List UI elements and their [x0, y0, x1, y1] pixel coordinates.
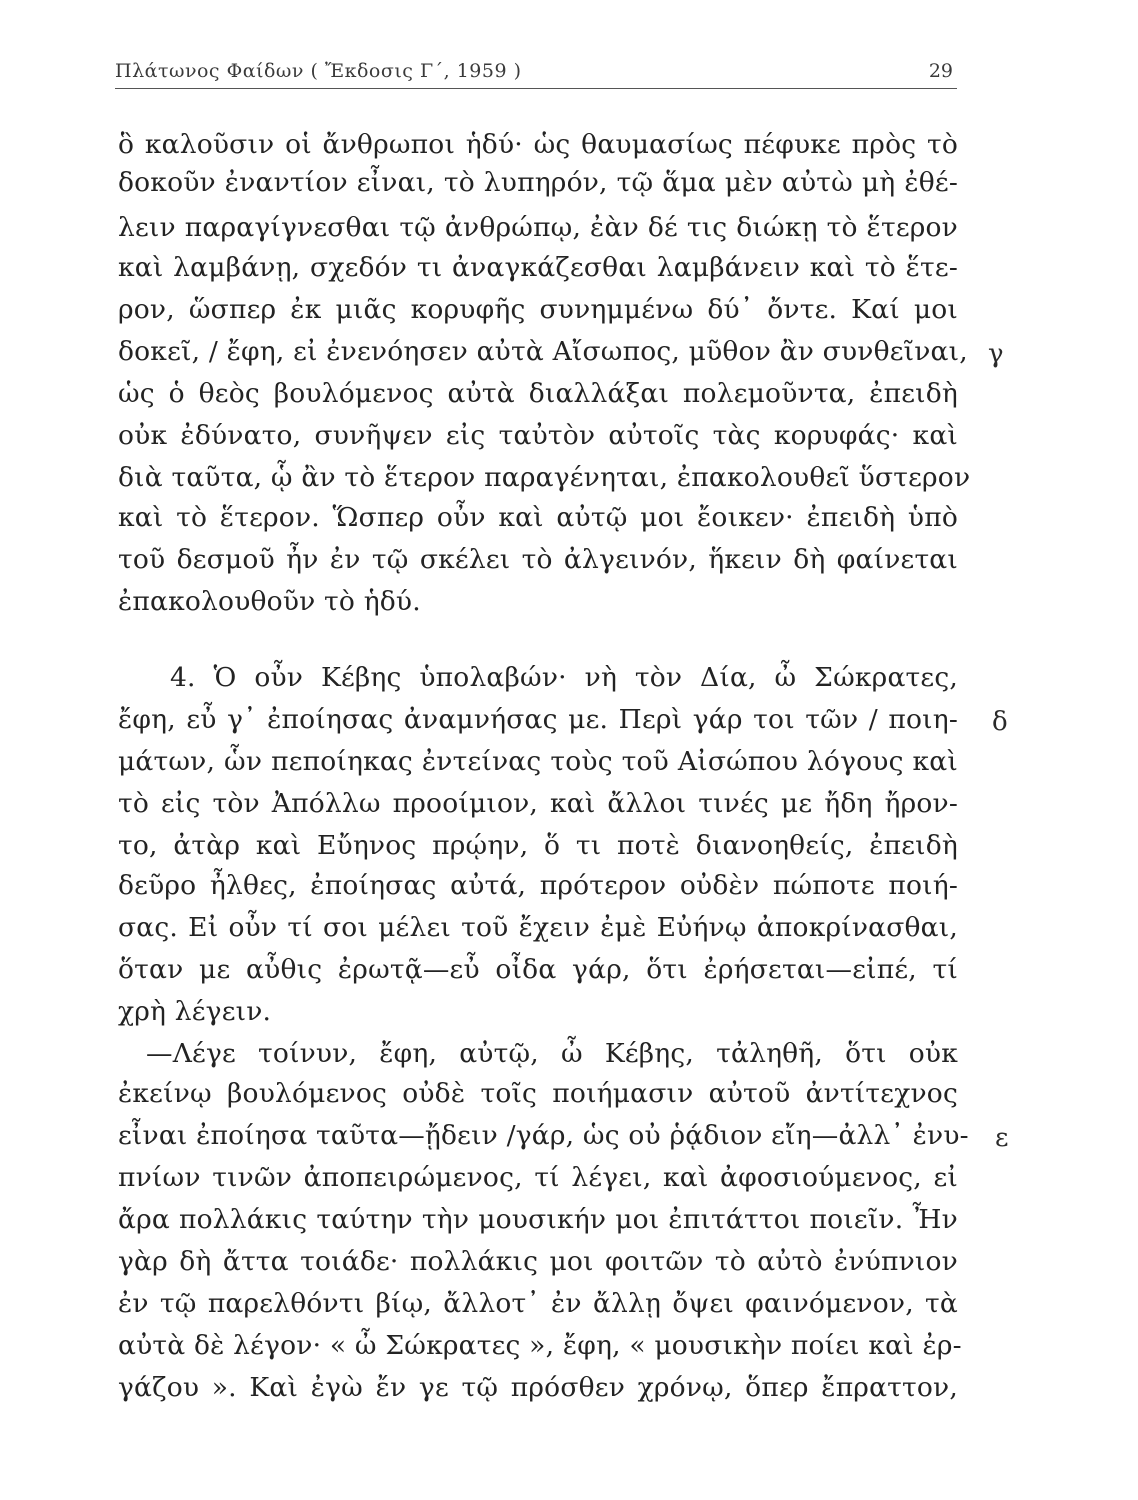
text-line: τοῦ δεσμοῦ ἦν ἐν τῷ σκέλει τὸ ἀλγεινόν, ἥκειν δὴ φαίνεται: [118, 544, 958, 575]
section-4-first-line: 4. Ὁ οὖν Κέβης ὑπολαβών· νὴ τὸν Δία, ὦ Σώκρατες,: [170, 662, 958, 693]
text-line: ρον, ὥσπερ ἐκ μιᾶς κορυφῆς συνημμένω δύ᾽ ὄντε. Καί μοι: [118, 294, 958, 325]
margin-note-gamma: γ: [988, 339, 1004, 369]
text-line: ἄρα πολλάκις ταύτην τὴν μουσικήν μοι ἐπιτάττοι ποιεῖν. Ἦν: [118, 1204, 958, 1235]
text-line: μάτων, ὧν πεποίηκας ἐντείνας τοὺς τοῦ Αἰσώπου λόγους καὶ: [118, 746, 958, 777]
margin-note-epsilon: ε: [995, 1123, 1009, 1153]
text-line: ἐκείνῳ βουλόμενος οὐδὲ τοῖς ποιήμασιν αὐτοῦ ἀντίτεχνος: [118, 1078, 958, 1109]
text-line: οὐκ ἐδύνατο, συνῆψεν εἰς ταὐτὸν αὐτοῖς τὰς κορυφάς· καὶ: [118, 420, 958, 451]
text-line: ἐπακολουθοῦν τὸ ἡδύ.: [118, 586, 421, 617]
text-line: γὰρ δὴ ἄττα τοιάδε· πολλάκις μοι φοιτῶν τὸ αὐτὸ ἐνύπνιον: [118, 1246, 958, 1277]
text-line: χρὴ λέγειν.: [118, 996, 272, 1027]
text-line: δεῦρο ἦλθες, ἐποίησας αὐτά, πρότερον οὐδὲν πώποτε ποιή-: [118, 870, 958, 901]
text-line: ἐν τῷ παρελθόντι βίῳ, ἄλλοτ᾽ ἐν ἄλλῃ ὄψει φαινόμενον, τὰ: [118, 1288, 958, 1319]
margin-note-delta: δ: [992, 707, 1008, 737]
text-line: δοκεῖ, / ἔφη, εἰ ἐνενόησεν αὐτὰ Αἴσωπος, μῦθον ἂν συνθεῖναι,: [118, 336, 968, 367]
page-number: 29: [928, 60, 953, 82]
text-line: διὰ ταῦτα, ᾧ ἂν τὸ ἕτερον παραγένηται, ἐπακολουθεῖ ὕστερον: [118, 462, 971, 493]
header-title: Πλάτωνος Φαίδων ( Ἔκδοσις Γ΄, 1959 ): [115, 60, 522, 82]
text-line: ὅταν με αὖθις ἐρωτᾷ—εὖ οἶδα γάρ, ὅτι ἐρήσεται—εἰπέ, τί: [118, 954, 958, 985]
dialogue-line: —Λέγε τοίνυν, ἔφη, αὐτῷ, ὦ Κέβης, τἀληθῆ, ὅτι οὐκ: [146, 1038, 958, 1069]
text-line: λειν παραγίγνεσθαι τῷ ἀνθρώπῳ, ἐὰν δέ τις διώκῃ τὸ ἕτερον: [118, 212, 958, 243]
text-line: σας. Εἰ οὖν τί σοι μέλει τοῦ ἔχειν ἐμὲ Εὐήνῳ ἀποκρίνασθαι,: [118, 912, 958, 943]
text-line: ἔφη, εὖ γ᾽ ἐποίησας ἀναμνήσας με. Περὶ γάρ τοι τῶν / ποιη-: [118, 704, 958, 735]
text-line: αὐτὰ δὲ λέγον· « ὦ Σώκρατες », ἔφη, « μουσικὴν ποίει καὶ ἐρ-: [118, 1330, 962, 1361]
text-line: εἶναι ἐποίησα ταῦτα—ᾔδειν /γάρ, ὡς οὐ ῥᾴδιον εἴη—ἀλλ᾽ ἐνυ-: [118, 1120, 969, 1151]
text-line: το, ἀτὰρ καὶ Εὔηνος πρῴην, ὅ τι ποτὲ διανοηθείς, ἐπειδὴ: [118, 830, 958, 861]
text-line: καὶ τὸ ἕτερον. Ὥσπερ οὖν καὶ αὐτῷ μοι ἔοικεν· ἐπειδὴ ὑπὸ: [118, 502, 958, 533]
text-line: καὶ λαμβάνῃ, σχεδόν τι ἀναγκάζεσθαι λαμβάνειν καὶ τὸ ἕτε-: [118, 252, 958, 283]
text-line: πνίων τινῶν ἀποπειρώμενος, τί λέγει, καὶ ἀφοσιούμενος, εἰ: [118, 1162, 958, 1193]
text-line: τὸ εἰς τὸν Ἀπόλλω προοίμιον, καὶ ἄλλοι τινές με ἤδη ἤρον-: [118, 788, 958, 819]
text-line: δοκοῦν ἐναντίον εἶναι, τὸ λυπηρόν, τῷ ἅμα μὲν αὐτὼ μὴ ἐθέ-: [118, 167, 958, 198]
text-line: ὡς ὁ θεὸς βουλόμενος αὐτὰ διαλλάξαι πολεμοῦντα, ἐπειδὴ: [118, 378, 958, 409]
running-header: [115, 60, 957, 89]
text-line: γάζου ». Καὶ ἐγὼ ἔν γε τῷ πρόσθεν χρόνῳ, ὅπερ ἔπραττον,: [118, 1372, 958, 1403]
text-line: ὃ καλοῦσιν οἱ ἄνθρωποι ἡδύ· ὡς θαυμασίως πέφυκε πρὸς τὸ: [118, 129, 958, 160]
